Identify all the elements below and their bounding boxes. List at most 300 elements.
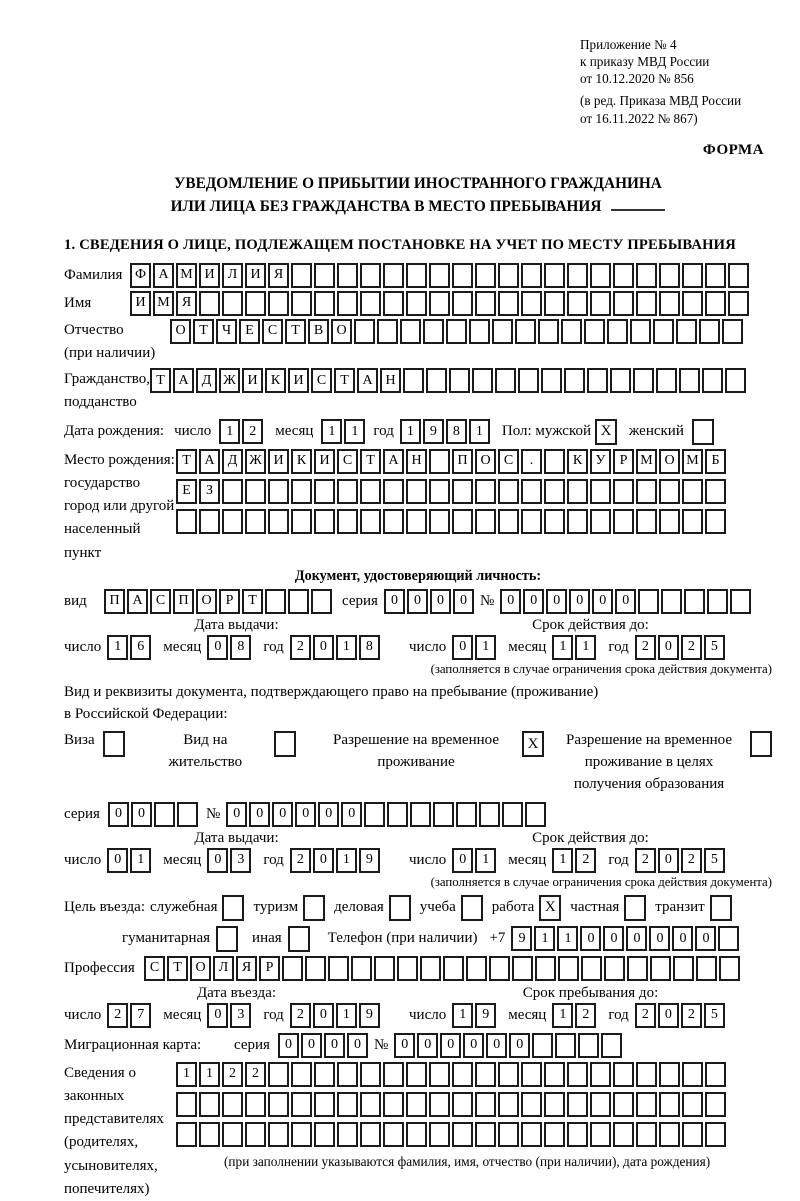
- char-cell[interactable]: 8: [359, 635, 380, 660]
- char-cell[interactable]: [498, 479, 519, 504]
- checkbox-purpose-business[interactable]: [389, 895, 411, 921]
- char-cell[interactable]: [475, 1092, 496, 1117]
- char-cell[interactable]: [403, 368, 424, 393]
- char-cell[interactable]: О: [475, 449, 496, 474]
- char-cell[interactable]: 9: [359, 848, 380, 873]
- checkbox-purpose-humanitarian[interactable]: [216, 926, 238, 952]
- char-cell[interactable]: Д: [196, 368, 217, 393]
- char-cell[interactable]: 0: [394, 1033, 415, 1058]
- checkbox-purpose-official[interactable]: [222, 895, 244, 921]
- char-cell[interactable]: О: [659, 449, 680, 474]
- char-cell[interactable]: О: [170, 319, 191, 344]
- char-cell[interactable]: [452, 1062, 473, 1087]
- char-cell[interactable]: И: [130, 291, 151, 316]
- char-cell[interactable]: [475, 1122, 496, 1147]
- char-cell[interactable]: 2: [290, 848, 311, 873]
- char-cell[interactable]: [466, 956, 487, 981]
- char-cell[interactable]: [581, 956, 602, 981]
- char-cell[interactable]: А: [153, 263, 174, 288]
- char-cell[interactable]: 2: [290, 635, 311, 660]
- char-cell[interactable]: [535, 956, 556, 981]
- char-cell[interactable]: [730, 589, 751, 614]
- char-cell[interactable]: 9: [359, 1003, 380, 1028]
- char-cell[interactable]: О: [190, 956, 211, 981]
- char-cell[interactable]: [699, 319, 720, 344]
- char-cell[interactable]: [429, 291, 450, 316]
- char-cell[interactable]: [682, 479, 703, 504]
- char-cell[interactable]: 1: [336, 635, 357, 660]
- char-cell[interactable]: [555, 1033, 576, 1058]
- char-cell[interactable]: [676, 319, 697, 344]
- char-cell[interactable]: 1: [321, 419, 342, 444]
- char-cell[interactable]: В: [308, 319, 329, 344]
- char-cell[interactable]: [544, 291, 565, 316]
- char-cell[interactable]: 0: [580, 926, 601, 951]
- char-cell[interactable]: 0: [107, 848, 128, 873]
- checkbox-purpose-other[interactable]: [288, 926, 310, 952]
- char-cell[interactable]: [498, 1122, 519, 1147]
- char-cell[interactable]: [521, 1122, 542, 1147]
- char-cell[interactable]: 5: [704, 848, 725, 873]
- char-cell[interactable]: 0: [313, 1003, 334, 1028]
- char-cell[interactable]: С: [262, 319, 283, 344]
- char-cell[interactable]: 0: [658, 635, 679, 660]
- char-cell[interactable]: И: [288, 368, 309, 393]
- char-cell[interactable]: 1: [552, 635, 573, 660]
- char-cell[interactable]: [154, 802, 175, 827]
- char-cell[interactable]: [590, 1092, 611, 1117]
- char-cell[interactable]: А: [173, 368, 194, 393]
- char-cell[interactable]: 0: [569, 589, 590, 614]
- char-cell[interactable]: [360, 1122, 381, 1147]
- char-cell[interactable]: [627, 956, 648, 981]
- char-cell[interactable]: [383, 479, 404, 504]
- char-cell[interactable]: М: [682, 449, 703, 474]
- char-cell[interactable]: [495, 368, 516, 393]
- char-cell[interactable]: 2: [635, 848, 656, 873]
- char-cell[interactable]: Ж: [245, 449, 266, 474]
- char-cell[interactable]: [406, 291, 427, 316]
- char-cell[interactable]: [311, 589, 332, 614]
- char-cell[interactable]: [429, 1092, 450, 1117]
- char-cell[interactable]: О: [331, 319, 352, 344]
- char-cell[interactable]: [659, 291, 680, 316]
- char-cell[interactable]: [383, 291, 404, 316]
- char-cell[interactable]: 3: [230, 1003, 251, 1028]
- char-cell[interactable]: С: [498, 449, 519, 474]
- char-cell[interactable]: [590, 1062, 611, 1087]
- char-cell[interactable]: 0: [131, 802, 152, 827]
- char-cell[interactable]: [512, 956, 533, 981]
- char-cell[interactable]: [590, 263, 611, 288]
- char-cell[interactable]: 0: [108, 802, 129, 827]
- char-cell[interactable]: [305, 956, 326, 981]
- char-cell[interactable]: П: [104, 589, 125, 614]
- char-cell[interactable]: 0: [313, 635, 334, 660]
- char-cell[interactable]: [406, 1062, 427, 1087]
- char-cell[interactable]: 0: [313, 848, 334, 873]
- char-cell[interactable]: [544, 449, 565, 474]
- char-cell[interactable]: [268, 509, 289, 534]
- char-cell[interactable]: Ч: [216, 319, 237, 344]
- char-cell[interactable]: [245, 291, 266, 316]
- char-cell[interactable]: [521, 1062, 542, 1087]
- char-cell[interactable]: Е: [239, 319, 260, 344]
- char-cell[interactable]: [521, 479, 542, 504]
- char-cell[interactable]: [725, 368, 746, 393]
- char-cell[interactable]: [659, 263, 680, 288]
- char-cell[interactable]: 0: [384, 589, 405, 614]
- char-cell[interactable]: [354, 319, 375, 344]
- char-cell[interactable]: Л: [222, 263, 243, 288]
- char-cell[interactable]: [314, 263, 335, 288]
- char-cell[interactable]: [705, 263, 726, 288]
- char-cell[interactable]: Н: [380, 368, 401, 393]
- char-cell[interactable]: [498, 263, 519, 288]
- char-cell[interactable]: [707, 589, 728, 614]
- char-cell[interactable]: Я: [176, 291, 197, 316]
- char-cell[interactable]: [360, 1062, 381, 1087]
- char-cell[interactable]: [383, 509, 404, 534]
- char-cell[interactable]: 1: [107, 635, 128, 660]
- char-cell[interactable]: [525, 802, 546, 827]
- char-cell[interactable]: 2: [290, 1003, 311, 1028]
- char-cell[interactable]: [636, 1062, 657, 1087]
- char-cell[interactable]: 0: [278, 1033, 299, 1058]
- char-cell[interactable]: [429, 263, 450, 288]
- char-cell[interactable]: [705, 509, 726, 534]
- char-cell[interactable]: 1: [336, 848, 357, 873]
- char-cell[interactable]: [177, 802, 198, 827]
- char-cell[interactable]: [387, 802, 408, 827]
- char-cell[interactable]: [245, 1092, 266, 1117]
- char-cell[interactable]: [590, 509, 611, 534]
- char-cell[interactable]: С: [150, 589, 171, 614]
- char-cell[interactable]: [587, 368, 608, 393]
- char-cell[interactable]: [472, 368, 493, 393]
- char-cell[interactable]: [337, 1062, 358, 1087]
- char-cell[interactable]: [423, 319, 444, 344]
- char-cell[interactable]: [452, 509, 473, 534]
- char-cell[interactable]: [636, 509, 657, 534]
- char-cell[interactable]: [443, 956, 464, 981]
- char-cell[interactable]: [452, 1092, 473, 1117]
- char-cell[interactable]: 9: [475, 1003, 496, 1028]
- char-cell[interactable]: [291, 479, 312, 504]
- char-cell[interactable]: [176, 509, 197, 534]
- char-cell[interactable]: [222, 1122, 243, 1147]
- char-cell[interactable]: К: [291, 449, 312, 474]
- char-cell[interactable]: 0: [417, 1033, 438, 1058]
- char-cell[interactable]: [567, 479, 588, 504]
- char-cell[interactable]: [314, 509, 335, 534]
- char-cell[interactable]: А: [127, 589, 148, 614]
- checkbox-purpose-work[interactable]: X: [539, 895, 561, 921]
- char-cell[interactable]: [567, 263, 588, 288]
- char-cell[interactable]: 1: [336, 1003, 357, 1028]
- char-cell[interactable]: [288, 589, 309, 614]
- char-cell[interactable]: [268, 1122, 289, 1147]
- char-cell[interactable]: [291, 509, 312, 534]
- checkbox-purpose-private[interactable]: [624, 895, 646, 921]
- char-cell[interactable]: [564, 368, 585, 393]
- char-cell[interactable]: [636, 263, 657, 288]
- char-cell[interactable]: 2: [681, 1003, 702, 1028]
- char-cell[interactable]: 0: [453, 589, 474, 614]
- checkbox-residence-permit[interactable]: [274, 731, 296, 757]
- char-cell[interactable]: 0: [500, 589, 521, 614]
- char-cell[interactable]: [515, 319, 536, 344]
- char-cell[interactable]: [521, 291, 542, 316]
- char-cell[interactable]: 0: [452, 848, 473, 873]
- char-cell[interactable]: [518, 368, 539, 393]
- char-cell[interactable]: 1: [219, 419, 240, 444]
- char-cell[interactable]: [265, 589, 286, 614]
- char-cell[interactable]: И: [242, 368, 263, 393]
- char-cell[interactable]: [314, 1092, 335, 1117]
- char-cell[interactable]: Т: [193, 319, 214, 344]
- char-cell[interactable]: П: [173, 589, 194, 614]
- char-cell[interactable]: [498, 509, 519, 534]
- checkbox-male[interactable]: X: [595, 419, 617, 445]
- char-cell[interactable]: [337, 1122, 358, 1147]
- char-cell[interactable]: [659, 1062, 680, 1087]
- char-cell[interactable]: [498, 291, 519, 316]
- char-cell[interactable]: [498, 1092, 519, 1117]
- char-cell[interactable]: [479, 802, 500, 827]
- char-cell[interactable]: Е: [176, 479, 197, 504]
- char-cell[interactable]: [638, 589, 659, 614]
- char-cell[interactable]: [601, 1033, 622, 1058]
- char-cell[interactable]: 7: [130, 1003, 151, 1028]
- char-cell[interactable]: [360, 509, 381, 534]
- char-cell[interactable]: [282, 956, 303, 981]
- char-cell[interactable]: У: [590, 449, 611, 474]
- char-cell[interactable]: 0: [626, 926, 647, 951]
- char-cell[interactable]: [659, 1092, 680, 1117]
- char-cell[interactable]: [659, 509, 680, 534]
- char-cell[interactable]: К: [265, 368, 286, 393]
- checkbox-purpose-tourism[interactable]: [303, 895, 325, 921]
- char-cell[interactable]: [360, 479, 381, 504]
- char-cell[interactable]: [199, 291, 220, 316]
- char-cell[interactable]: 1: [130, 848, 151, 873]
- char-cell[interactable]: Т: [150, 368, 171, 393]
- char-cell[interactable]: [429, 449, 450, 474]
- char-cell[interactable]: С: [337, 449, 358, 474]
- char-cell[interactable]: [314, 1122, 335, 1147]
- char-cell[interactable]: [630, 319, 651, 344]
- char-cell[interactable]: [684, 589, 705, 614]
- char-cell[interactable]: 8: [230, 635, 251, 660]
- char-cell[interactable]: 0: [347, 1033, 368, 1058]
- char-cell[interactable]: [682, 291, 703, 316]
- char-cell[interactable]: [502, 802, 523, 827]
- char-cell[interactable]: [567, 1062, 588, 1087]
- char-cell[interactable]: А: [357, 368, 378, 393]
- checkbox-female[interactable]: [692, 419, 714, 445]
- char-cell[interactable]: [705, 1062, 726, 1087]
- char-cell[interactable]: [590, 479, 611, 504]
- char-cell[interactable]: [291, 1092, 312, 1117]
- char-cell[interactable]: [718, 926, 739, 951]
- char-cell[interactable]: 1: [344, 419, 365, 444]
- char-cell[interactable]: [222, 509, 243, 534]
- char-cell[interactable]: Н: [406, 449, 427, 474]
- char-cell[interactable]: 0: [207, 848, 228, 873]
- char-cell[interactable]: 1: [575, 635, 596, 660]
- char-cell[interactable]: 2: [107, 1003, 128, 1028]
- char-cell[interactable]: 2: [575, 848, 596, 873]
- char-cell[interactable]: 0: [440, 1033, 461, 1058]
- char-cell[interactable]: [613, 291, 634, 316]
- char-cell[interactable]: 1: [400, 419, 421, 444]
- char-cell[interactable]: [659, 1122, 680, 1147]
- char-cell[interactable]: [406, 509, 427, 534]
- char-cell[interactable]: [429, 1062, 450, 1087]
- char-cell[interactable]: [633, 368, 654, 393]
- char-cell[interactable]: [567, 291, 588, 316]
- char-cell[interactable]: [406, 1092, 427, 1117]
- char-cell[interactable]: [705, 1122, 726, 1147]
- char-cell[interactable]: 9: [511, 926, 532, 951]
- char-cell[interactable]: Т: [360, 449, 381, 474]
- char-cell[interactable]: Ф: [130, 263, 151, 288]
- char-cell[interactable]: [544, 1122, 565, 1147]
- char-cell[interactable]: 1: [557, 926, 578, 951]
- char-cell[interactable]: [456, 802, 477, 827]
- char-cell[interactable]: [268, 291, 289, 316]
- char-cell[interactable]: [199, 1122, 220, 1147]
- char-cell[interactable]: [222, 291, 243, 316]
- char-cell[interactable]: [558, 956, 579, 981]
- char-cell[interactable]: Б: [705, 449, 726, 474]
- char-cell[interactable]: [245, 509, 266, 534]
- char-cell[interactable]: 0: [226, 802, 247, 827]
- char-cell[interactable]: [268, 1062, 289, 1087]
- char-cell[interactable]: [653, 319, 674, 344]
- char-cell[interactable]: [400, 319, 421, 344]
- char-cell[interactable]: [222, 1092, 243, 1117]
- char-cell[interactable]: [337, 509, 358, 534]
- char-cell[interactable]: [705, 1092, 726, 1117]
- char-cell[interactable]: [492, 319, 513, 344]
- char-cell[interactable]: 5: [704, 1003, 725, 1028]
- char-cell[interactable]: [420, 956, 441, 981]
- char-cell[interactable]: 0: [295, 802, 316, 827]
- char-cell[interactable]: 1: [452, 1003, 473, 1028]
- char-cell[interactable]: 1: [475, 635, 496, 660]
- char-cell[interactable]: [682, 1122, 703, 1147]
- char-cell[interactable]: 0: [430, 589, 451, 614]
- char-cell[interactable]: Р: [219, 589, 240, 614]
- char-cell[interactable]: 0: [672, 926, 693, 951]
- char-cell[interactable]: [475, 1062, 496, 1087]
- char-cell[interactable]: [452, 291, 473, 316]
- char-cell[interactable]: [291, 263, 312, 288]
- char-cell[interactable]: 0: [272, 802, 293, 827]
- char-cell[interactable]: [561, 319, 582, 344]
- char-cell[interactable]: [337, 1092, 358, 1117]
- char-cell[interactable]: 1: [469, 419, 490, 444]
- char-cell[interactable]: [222, 479, 243, 504]
- char-cell[interactable]: 0: [207, 635, 228, 660]
- char-cell[interactable]: [176, 1122, 197, 1147]
- char-cell[interactable]: С: [311, 368, 332, 393]
- char-cell[interactable]: А: [199, 449, 220, 474]
- char-cell[interactable]: 0: [603, 926, 624, 951]
- char-cell[interactable]: [659, 479, 680, 504]
- char-cell[interactable]: 2: [635, 635, 656, 660]
- char-cell[interactable]: [314, 479, 335, 504]
- char-cell[interactable]: М: [153, 291, 174, 316]
- char-cell[interactable]: [656, 368, 677, 393]
- char-cell[interactable]: [406, 1122, 427, 1147]
- char-cell[interactable]: 1: [176, 1062, 197, 1087]
- char-cell[interactable]: 0: [486, 1033, 507, 1058]
- char-cell[interactable]: 0: [615, 589, 636, 614]
- char-cell[interactable]: Р: [613, 449, 634, 474]
- char-cell[interactable]: Я: [268, 263, 289, 288]
- char-cell[interactable]: 6: [130, 635, 151, 660]
- char-cell[interactable]: [682, 263, 703, 288]
- char-cell[interactable]: 2: [635, 1003, 656, 1028]
- char-cell[interactable]: [360, 263, 381, 288]
- char-cell[interactable]: [449, 368, 470, 393]
- char-cell[interactable]: [410, 802, 431, 827]
- char-cell[interactable]: [661, 589, 682, 614]
- char-cell[interactable]: 0: [207, 1003, 228, 1028]
- char-cell[interactable]: [469, 319, 490, 344]
- char-cell[interactable]: 0: [509, 1033, 530, 1058]
- char-cell[interactable]: [544, 1092, 565, 1117]
- char-cell[interactable]: [489, 956, 510, 981]
- char-cell[interactable]: [291, 1122, 312, 1147]
- char-cell[interactable]: [360, 291, 381, 316]
- char-cell[interactable]: 0: [592, 589, 613, 614]
- checkbox-temp-residence-edu[interactable]: [750, 731, 772, 757]
- char-cell[interactable]: [702, 368, 723, 393]
- char-cell[interactable]: 0: [249, 802, 270, 827]
- checkbox-purpose-transit[interactable]: [710, 895, 732, 921]
- char-cell[interactable]: 0: [301, 1033, 322, 1058]
- char-cell[interactable]: И: [245, 263, 266, 288]
- char-cell[interactable]: [584, 319, 605, 344]
- char-cell[interactable]: [475, 291, 496, 316]
- char-cell[interactable]: [426, 368, 447, 393]
- char-cell[interactable]: [337, 291, 358, 316]
- checkbox-purpose-study[interactable]: [461, 895, 483, 921]
- char-cell[interactable]: М: [636, 449, 657, 474]
- char-cell[interactable]: [590, 1122, 611, 1147]
- char-cell[interactable]: Л: [213, 956, 234, 981]
- char-cell[interactable]: 0: [546, 589, 567, 614]
- char-cell[interactable]: [636, 479, 657, 504]
- char-cell[interactable]: [429, 1122, 450, 1147]
- char-cell[interactable]: [337, 479, 358, 504]
- char-cell[interactable]: [541, 368, 562, 393]
- char-cell[interactable]: О: [196, 589, 217, 614]
- char-cell[interactable]: [498, 1062, 519, 1087]
- char-cell[interactable]: [397, 956, 418, 981]
- char-cell[interactable]: [719, 956, 740, 981]
- char-cell[interactable]: [636, 1122, 657, 1147]
- char-cell[interactable]: 2: [575, 1003, 596, 1028]
- char-cell[interactable]: [268, 1092, 289, 1117]
- char-cell[interactable]: [544, 263, 565, 288]
- char-cell[interactable]: 0: [658, 848, 679, 873]
- char-cell[interactable]: [613, 1092, 634, 1117]
